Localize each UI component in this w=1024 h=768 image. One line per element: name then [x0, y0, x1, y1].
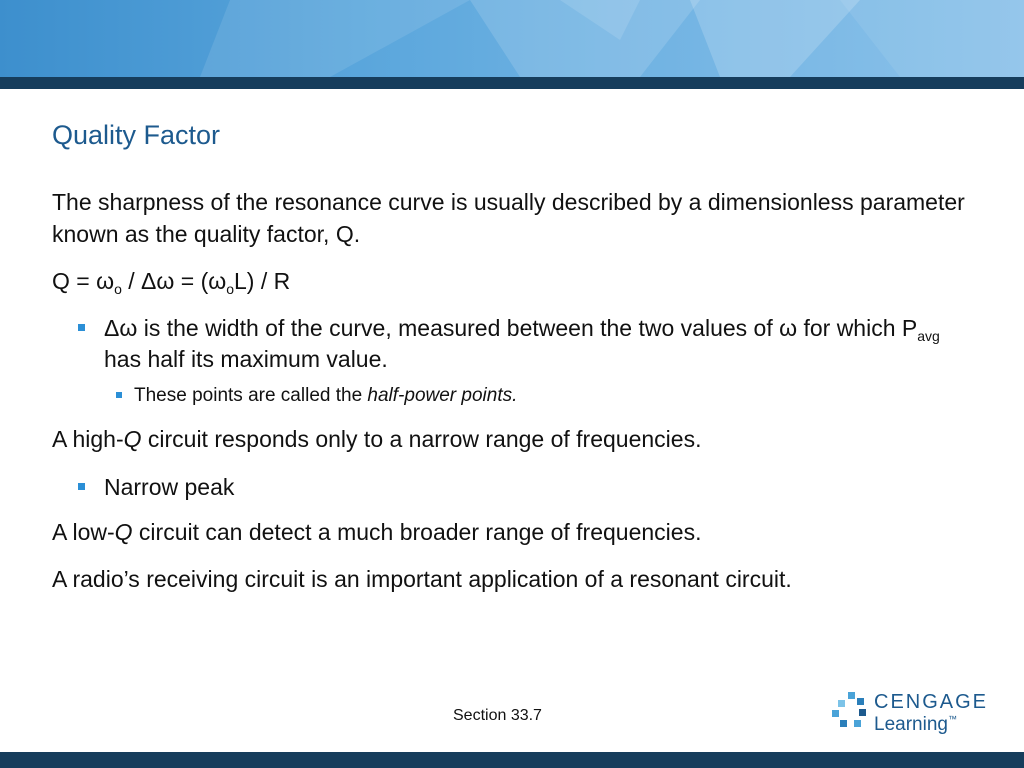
logo-text-bottom [874, 714, 957, 736]
formula-sub-1: o [114, 281, 122, 297]
sub-bullet-emphasis: half-power points. [367, 385, 518, 406]
sub-bullet-prefix: These points are called the [134, 385, 368, 406]
bullet-narrow-peak: Narrow peak [104, 472, 944, 503]
formula-mid: / Δω = (ω [121, 268, 227, 294]
header-rule [0, 77, 1024, 89]
logo-text-top: CENGAGE [874, 691, 989, 713]
logo-learning: Learning [874, 714, 948, 735]
logo-trademark: ™ [947, 714, 957, 724]
q-formula [52, 265, 972, 297]
formula-sub-2: o [226, 281, 234, 297]
radio-paragraph: A radio’s receiving circuit is an important application of a resonant circuit. [52, 566, 792, 592]
cengage-mark-icon [830, 690, 870, 736]
low-q-suffix: circuit can detect a much broader range of frequencies. [132, 519, 702, 545]
low-q-prefix: A low- [52, 519, 115, 545]
high-q-emphasis: Q [123, 426, 142, 452]
section-footer: Section 33.7 [453, 707, 542, 724]
cengage-logo [830, 688, 989, 740]
bullet-delta-text-2: has half its maximum value. [104, 346, 388, 372]
bullet-delta-omega [104, 313, 944, 375]
high-q-suffix: circuit responds only to a narrow range of frequencies. [141, 426, 702, 452]
sub-bullet-half-power [134, 384, 934, 408]
formula-end: L) / R [233, 268, 291, 294]
header-banner [0, 0, 1024, 77]
intro-paragraph: The sharpness of the resonance curve is usually described by a dimensionless parameter known as the quality factor, Q. [52, 189, 965, 247]
footer-bar [0, 752, 1024, 768]
high-q-prefix: A high- [52, 426, 124, 452]
bullet-delta-text-1: Δω is the width of the curve, measured between the two values of ω for which P [104, 315, 918, 341]
high-q-paragraph [52, 423, 972, 455]
low-q-paragraph [52, 516, 972, 548]
banner-decoration [0, 0, 1024, 77]
slide-title: Quality Factor [52, 120, 221, 150]
low-q-emphasis: Q [114, 519, 133, 545]
formula-q-equals: Q = ω [52, 268, 115, 294]
bullet-delta-sub: avg [917, 328, 940, 344]
